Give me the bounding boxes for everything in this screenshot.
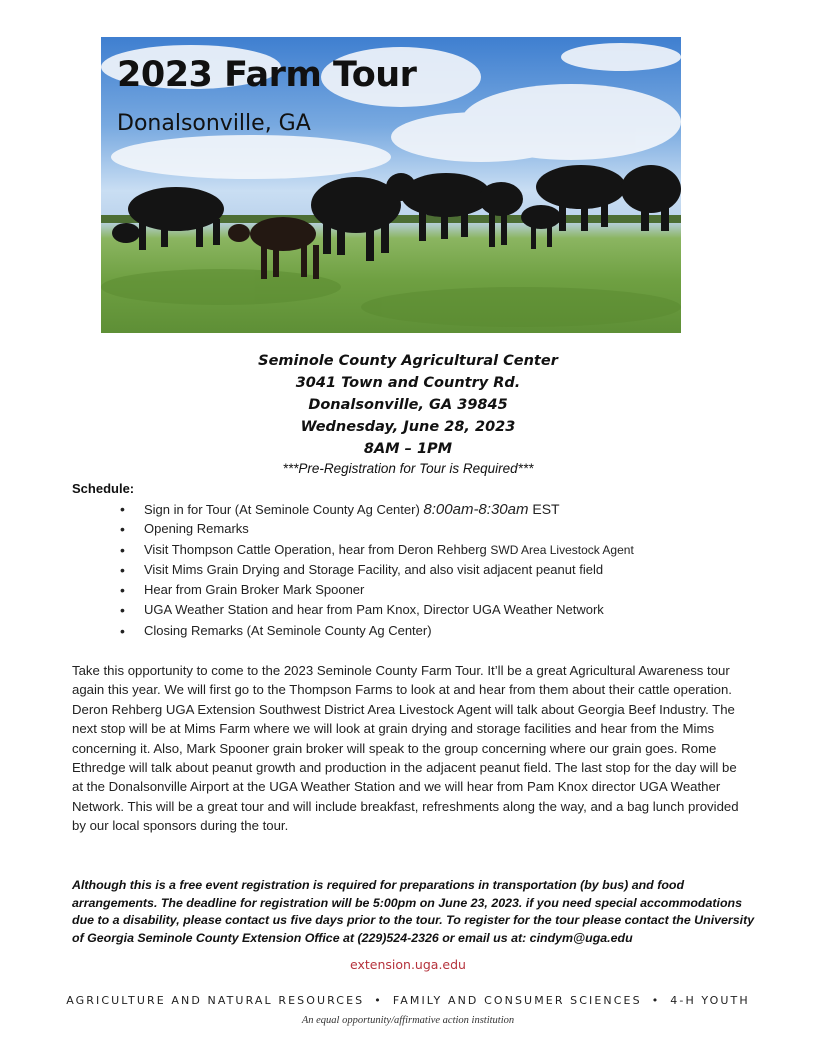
program-area: FAMILY AND CONSUMER SCIENCES — [392, 994, 642, 1007]
event-time: 8AM – 1PM — [363, 441, 453, 457]
venue-street: 3041 Town and Country Rd. — [295, 375, 521, 391]
schedule-item — [120, 519, 634, 539]
schedule-heading: Schedule: — [72, 481, 135, 496]
schedule-item-text: Hear from Grain Broker Mark Spooner — [144, 582, 365, 598]
eeo-tagline: An equal opportunity/affirmative action institution — [301, 1015, 515, 1026]
schedule-item-text: Sign in for Tour (At Seminole County Ag Center) — [144, 502, 424, 517]
schedule-item — [120, 560, 634, 580]
program-areas — [0, 994, 816, 1007]
schedule-timezone: EST — [528, 501, 560, 517]
registration-notice: Although this is a free event registration is required for preparations in transportation (by bus) and food arrangements. The deadline for registration will be 5:00pm on June 23, 2023. if you need special accommodations due to a disability, please contact us five days prior to the tour. To register for the tour please contact the University of Georgia Seminole County Extension Office at (229)524-2326 or email us at: cindym@uga.edu — [72, 878, 755, 945]
schedule-item — [120, 580, 634, 600]
intro-paragraph: Take this opportunity to come to the 2023 Seminole County Farm Tour. It’ll be a great Agricultural Awareness tour again this year. We will first go to the Thompson Farms to look at and hear from them about their cattle operation. — [72, 663, 732, 698]
schedule-list — [120, 499, 634, 641]
schedule-item — [120, 499, 634, 519]
venue-city: Donalsonville, GA 39845 — [308, 397, 508, 413]
separator-dot: • — [651, 994, 661, 1007]
website-link[interactable]: extension.uga.edu — [350, 957, 466, 972]
event-info — [0, 350, 816, 478]
schedule-item-text: Visit Thompson Cattle Operation, hear from Deron Rehberg — [144, 541, 491, 557]
schedule-item — [120, 600, 634, 620]
program-area: 4-H YOUTH — [670, 994, 750, 1007]
tour-description — [72, 661, 744, 836]
schedule-item — [120, 540, 634, 560]
details-paragraph: Deron Rehberg UGA Extension Southwest District Area Livestock Agent will talk about Georgia Beef Industry. The next stop will be at Mims Farm where we will look at grain drying and storage facilities and hear from the Mims concerning it. Also, Mark Spooner grain broker will speak to the group concerning where our grain goes. Rome Ethredge will talk about peanut growth and production in the adjacent peanut field. The last stop for the day will be at the Donalsonville Airport at the UGA Weather Station and we will hear from Pam Knox director UGA Weather Network. This will be a great tour and will include breakfast, refreshments along the way, and a bag lunch provided by our local sponsors during the tour. — [72, 701, 739, 834]
hero-subtitle: Donalsonville, GA — [117, 111, 311, 136]
separator-dot: • — [374, 994, 383, 1007]
schedule-agent-title: SWD Area Livestock Agent — [490, 542, 634, 557]
schedule-time: 8:00am-8:30am — [423, 501, 529, 518]
program-area: AGRICULTURE AND NATURAL RESOURCES — [66, 994, 365, 1007]
schedule-item-text: Opening Remarks — [144, 521, 249, 537]
venue-name: Seminole County Agricultural Center — [258, 353, 558, 369]
hero-title: 2023 Farm Tour — [117, 55, 417, 95]
schedule-item — [120, 621, 634, 641]
schedule-item-text: Closing Remarks (At Seminole County Ag Center) — [144, 622, 432, 638]
event-date: Wednesday, June 28, 2023 — [300, 419, 516, 435]
registration-note: ***Pre-Registration for Tour is Required*** — [282, 461, 534, 476]
schedule-item-text: Visit Mims Grain Drying and Storage Facility, and also visit adjacent peanut field — [144, 561, 604, 577]
schedule-item-text: UGA Weather Station and hear from Pam Knox, Director UGA Weather Network — [144, 602, 604, 618]
hero-photo — [101, 37, 681, 333]
